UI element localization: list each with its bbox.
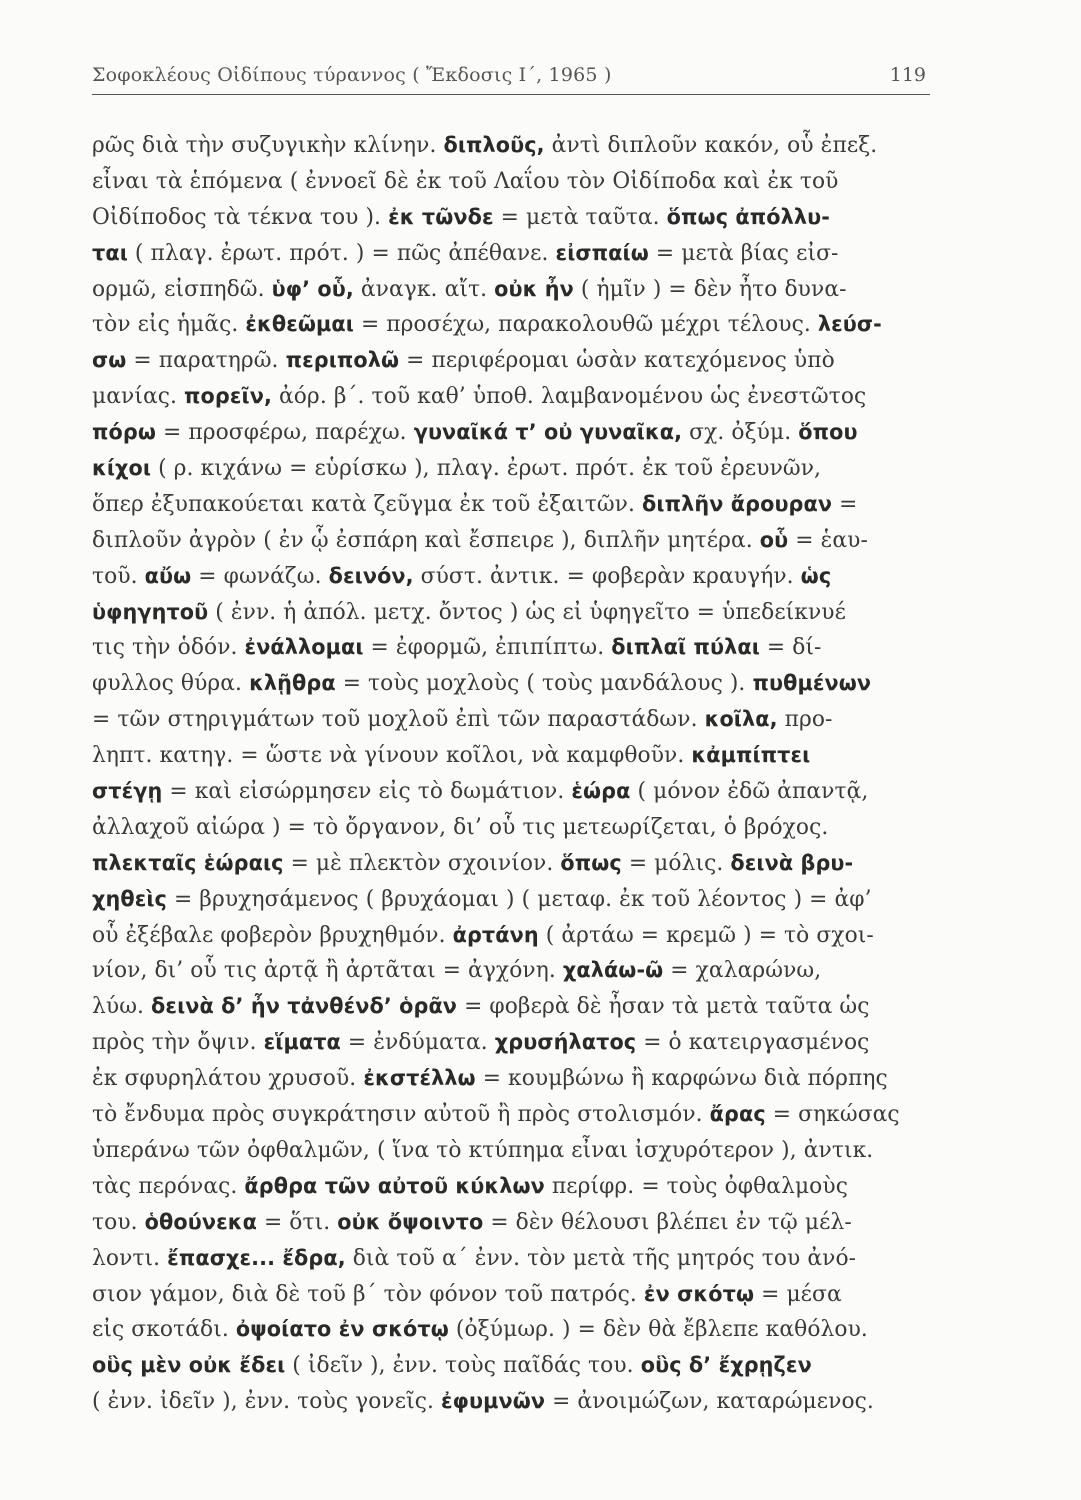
header-title: Σοφοκλέους Οἰδίπους τύραννος ( Ἔκδοσις Ι΄, 1965 ) <box>92 64 612 86</box>
gloss-text: = σηκώσας <box>765 1102 900 1128</box>
gloss-text: σχ. ὀξύμ. <box>682 420 799 446</box>
lemma-term: ὡς <box>800 563 832 588</box>
gloss-text: = μόλις. <box>621 850 731 876</box>
text-line <box>92 272 942 308</box>
lemma-term: διπλοῦς, <box>443 133 545 157</box>
lemma-term: οὗ <box>759 527 789 552</box>
gloss-text: = ὅτι. <box>256 1209 338 1235</box>
gloss-text: = τῶν στηριγμάτων τοῦ μοχλοῦ ἐπὶ τῶν παραστάδων. <box>92 707 705 733</box>
lemma-term: πλεκταῖς ἑώραις <box>92 850 284 875</box>
lemma-term: ὑφηγητοῦ <box>92 599 209 624</box>
gloss-text: = φωνάζω. <box>191 563 329 589</box>
gloss-text: νίον, δι’ οὗ τις ἀρτᾷ ἢ ἀρτᾶται = ἀγχόνη. <box>92 958 563 984</box>
lemma-term: ται <box>92 240 128 265</box>
text-line <box>92 882 942 918</box>
gloss-text: ( ἰδεῖν ), ἐνν. τοὺς παῖδάς του. <box>285 1353 641 1379</box>
gloss-text: = καὶ εἰσώρμησεν εἰς τὸ δωμάτιον. <box>162 779 572 805</box>
gloss-text: λύω. <box>92 994 152 1020</box>
text-line <box>92 1277 942 1313</box>
gloss-text: = χαλαρώνω, <box>663 958 822 984</box>
gloss-text: διὰ τοῦ α΄ ἐνν. τὸν μετὰ τῆς μητρός του ἀνό- <box>345 1245 857 1271</box>
lemma-term: χαλάω-ῶ <box>562 958 664 983</box>
text-line <box>92 1241 942 1277</box>
lemma-term: σω <box>92 348 127 373</box>
lemma-term: οὓς μὲν οὐκ ἔδει <box>92 1353 286 1378</box>
lemma-term: αὔω <box>144 563 192 588</box>
lemma-term: ὅπως ἀπόλλυ- <box>666 204 830 229</box>
text-line <box>92 1312 942 1348</box>
gloss-text: ορμῶ, εἰσπηδῶ. <box>92 276 272 302</box>
text-line <box>92 236 942 272</box>
gloss-text: προ- <box>777 707 833 733</box>
lemma-term: ἑώρα <box>571 779 631 804</box>
gloss-text: σύστ. ἀντικ. = φοβερὰν κραυγήν. <box>413 563 801 589</box>
text-line <box>92 953 942 989</box>
gloss-text: μανίας. <box>92 384 185 410</box>
lemma-term: δεινόν, <box>328 563 414 588</box>
gloss-text: εἰς σκοτάδι. <box>92 1317 236 1343</box>
gloss-text: τὰς περόνας. <box>92 1173 245 1199</box>
gloss-text: ληπτ. κατηγ. = ὥστε νὰ γίνουν κοῖλοι, νὰ καμφθοῦν. <box>92 743 692 769</box>
gloss-text: φυλλος θύρα. <box>92 671 250 697</box>
gloss-text: = κουμβώνω ἢ καρφώνω διὰ πόρπης <box>475 1066 888 1092</box>
gloss-text: = μέσα <box>754 1281 842 1307</box>
gloss-text: = <box>832 491 858 517</box>
gloss-text: = προσέχω, παρακολουθῶ μέχρι τέλους. <box>353 312 818 338</box>
gloss-text: ( ἐνν. ἰδεῖν ), ἐνν. τοὺς γονεῖς. <box>92 1389 441 1415</box>
gloss-text: ( ἀρτάω = κρεμῶ ) = τὸ σχοι- <box>538 922 874 948</box>
gloss-text: = δὲν θέλουσι βλέπει ἐν τῷ μέλ- <box>483 1209 852 1235</box>
text-line <box>92 1384 942 1420</box>
text-line <box>92 415 942 451</box>
text-line <box>92 307 942 343</box>
gloss-text: = ἐφορμῶ, ἐπιπίπτω. <box>363 635 612 661</box>
lemma-term: ὅπως <box>560 850 622 875</box>
gloss-text: ( ἐνν. ἡ ἀπόλ. μετχ. ὄντος ) ὡς εἰ ὑφηγεῖτο = ὑπεδείκνυέ <box>208 599 846 625</box>
lemma-term: οὓς δ’ ἔχρῃζεν <box>640 1353 812 1378</box>
gloss-text: λοντι. <box>92 1245 168 1271</box>
lemma-term: πόρω <box>92 420 156 445</box>
text-line <box>92 1133 942 1169</box>
gloss-text: ὑπεράνω τῶν ὀφθαλμῶν, ( ἵνα τὸ κτύπημα εἶναι ἰσχυρότερον ), ἀντικ. <box>92 1137 874 1163</box>
gloss-text: του. <box>92 1209 145 1235</box>
gloss-text: = περιφέρομαι ὡσὰν κατεχόμενος ὑπὸ <box>399 348 835 374</box>
text-line <box>92 164 942 200</box>
text-line <box>92 1097 942 1133</box>
text-line <box>92 989 942 1025</box>
text-line <box>92 1348 942 1384</box>
gloss-text: ἀλλαχοῦ αἰώρα ) = τὸ ὄργανον, δι’ οὗ τις μετεωρίζεται, ὁ βρόχος. <box>92 814 829 840</box>
gloss-text: σιον γάμον, διὰ δὲ τοῦ β΄ τὸν φόνον τοῦ πατρός. <box>92 1281 644 1307</box>
gloss-text: ἐκ σφυρηλάτου χρυσοῦ. <box>92 1066 364 1092</box>
lemma-term: ἄρθρα τῶν αὐτοῦ κύκλων <box>244 1173 545 1198</box>
gloss-text: πρὸς τὴν ὄψιν. <box>92 1030 264 1056</box>
lemma-term: κἀμπίπτει <box>691 743 811 768</box>
lemma-term: ἐκστέλλω <box>363 1066 476 1091</box>
text-line <box>92 702 942 738</box>
lemma-term: ἐκθεῶμαι <box>245 312 354 337</box>
lemma-term: κίχοι <box>92 456 152 481</box>
lemma-term: λεύσ- <box>817 312 882 337</box>
gloss-text: ἀναγκ. αἴτ. <box>353 276 495 302</box>
lemma-term: διπλῆν ἄρουραν <box>642 491 833 516</box>
gloss-text: = τοὺς μοχλοὺς ( τοὺς μανδάλους ). <box>335 671 753 697</box>
gloss-text: Οἰδίποδος τὰ τέκνα του ). <box>92 204 389 230</box>
lemma-term: χρυσήλατος <box>494 1030 637 1055</box>
lemma-term: χηθεὶς <box>92 886 167 911</box>
text-line <box>92 738 942 774</box>
lemma-term: ἐκ τῶνδε <box>388 204 494 229</box>
text-line <box>92 487 942 523</box>
gloss-text: ( ρ. κιχάνω = εὑρίσκω ), πλαγ. ἐρωτ. πρότ. ἐκ τοῦ ἐρευνῶν, <box>151 456 822 482</box>
gloss-text: τοῦ. <box>92 563 145 589</box>
text-line <box>92 810 942 846</box>
text-line <box>92 1205 942 1241</box>
gloss-text: = φοβερὰ δὲ ἦσαν τὰ μετὰ ταῦτα ὡς <box>457 994 870 1020</box>
gloss-text: = ἐνδύματα. <box>340 1030 495 1056</box>
text-line <box>92 523 942 559</box>
gloss-text: = ἀνοιμώζων, καταρώμενος. <box>545 1389 874 1415</box>
lemma-term: ὀψοίατο ἐν σκότῳ <box>235 1317 449 1342</box>
text-line <box>92 379 942 415</box>
text-line <box>92 846 942 882</box>
lemma-term: κοῖλα, <box>704 707 778 732</box>
gloss-text: ρῶς διὰ τὴν συζυγικὴν κλίνην. <box>92 133 444 158</box>
lemma-term: ὁθούνεκα <box>144 1209 257 1234</box>
gloss-text: = μὲ πλεκτὸν σχοινίον. <box>283 850 561 876</box>
lemma-term: ἐν σκότῳ <box>643 1281 755 1306</box>
lemma-term: εἵματα <box>263 1030 341 1055</box>
lemma-term: οὐκ ὄψοιντο <box>337 1209 484 1234</box>
lemma-term: περιπολῶ <box>285 348 400 373</box>
lemma-term: πορεῖν, <box>184 384 272 409</box>
gloss-text: = ὁ κατειργασμένος <box>636 1030 870 1056</box>
lemma-term: ὅπου <box>798 420 858 445</box>
lemma-term: στέγῃ <box>92 779 163 804</box>
gloss-text: ἀόρ. β΄. τοῦ καθ’ ὑποθ. λαμβανομένου ὡς ἐνεστῶτος <box>271 384 867 410</box>
gloss-text: οὗ ἐξέβαλε φοβερὸν βρυχηθμόν. <box>92 922 453 948</box>
lemma-term: ἔπασχε... ἔδρα, <box>167 1245 346 1270</box>
gloss-text: = βρυχησάμενος ( βρυχάομαι ) ( μεταφ. ἐκ τοῦ λέοντος ) = ἀφ’ <box>166 886 872 912</box>
page-number: 119 <box>889 64 926 86</box>
running-header <box>92 58 930 95</box>
text-line <box>92 451 942 487</box>
text-line <box>92 666 942 702</box>
text-line <box>92 1169 942 1205</box>
text-line <box>92 595 942 631</box>
gloss-text: εἶναι τὰ ἑπόμενα ( ἐννοεῖ δὲ ἐκ τοῦ Λαΐου τὸν Οἰδίποδα καὶ ἐκ τοῦ <box>92 168 839 194</box>
gloss-text: τὸν εἰς ἡμᾶς. <box>92 312 246 338</box>
lemma-term: εἰσπαίω <box>555 240 649 265</box>
lemma-term: οὐκ ἦν <box>494 276 574 301</box>
gloss-text: ἀντὶ διπλοῦν κακόν, οὗ ἐπεξ. <box>544 133 878 158</box>
gloss-text: (ὀξύμωρ. ) = δὲν θὰ ἔβλεπε καθόλου. <box>448 1317 868 1343</box>
commentary-text <box>92 128 952 1420</box>
text-line <box>92 559 942 595</box>
lemma-term: διπλαῖ πύλαι <box>611 635 760 660</box>
lemma-term: ἐφυμνῶν <box>440 1389 546 1414</box>
text-line <box>92 1025 942 1061</box>
gloss-text: = παρατηρῶ. <box>126 348 286 374</box>
lemma-term: κλῇθρα <box>249 671 336 696</box>
gloss-text: ( πλαγ. ἐρωτ. πρότ. ) = πῶς ἀπέθανε. <box>127 240 556 266</box>
lemma-term: ἀρτάνη <box>452 922 539 947</box>
gloss-text: ( μόνον ἐδῶ ἀπαντᾷ, <box>630 779 869 805</box>
text-line <box>92 1061 942 1097</box>
gloss-text: = δί- <box>759 635 822 661</box>
lemma-term: ὑφ’ οὗ, <box>271 276 354 301</box>
gloss-text: διπλοῦν ἀγρὸν ( ἐν ᾧ ἐσπάρη καὶ ἔσπειρε ), διπλῆν μητέρα. <box>92 527 760 553</box>
gloss-text: περίφρ. = τοὺς ὀφθαλμοὺς <box>544 1173 848 1199</box>
lemma-term: πυθμένων <box>752 671 872 696</box>
lemma-term: δεινὰ δ’ ἦν τἀνθένδ’ ὁρᾶν <box>151 994 458 1019</box>
gloss-text: ὅπερ ἐξυπακούεται κατὰ ζεῦγμα ἐκ τοῦ ἐξαιτῶν. <box>92 491 643 517</box>
gloss-text: = μετὰ βίας εἰσ- <box>648 240 839 266</box>
lemma-term: γυναῖκά τ’ οὐ γυναῖκα, <box>413 420 683 445</box>
text-line <box>92 774 942 810</box>
gloss-text: = μετὰ ταῦτα. <box>493 204 667 230</box>
gloss-text: ( ἡμῖν ) = δὲν ἦτο δυνα- <box>573 276 847 302</box>
text-line <box>92 200 942 236</box>
text-line <box>92 343 942 379</box>
text-line <box>92 128 942 164</box>
gloss-text: = προσφέρω, παρέχω. <box>155 420 414 446</box>
gloss-text: τις τὴν ὁδόν. <box>92 635 245 661</box>
gloss-text: τὸ ἔνδυμα πρὸς συγκράτησιν αὐτοῦ ἢ πρὸς στολισμόν. <box>92 1102 710 1128</box>
lemma-term: ἐνάλλομαι <box>244 635 364 660</box>
text-line <box>92 630 942 666</box>
gloss-text: = ἑαυ- <box>788 527 868 553</box>
lemma-term: δεινὰ βρυ- <box>730 850 854 875</box>
text-line <box>92 918 942 954</box>
lemma-term: ἄρας <box>709 1102 766 1127</box>
